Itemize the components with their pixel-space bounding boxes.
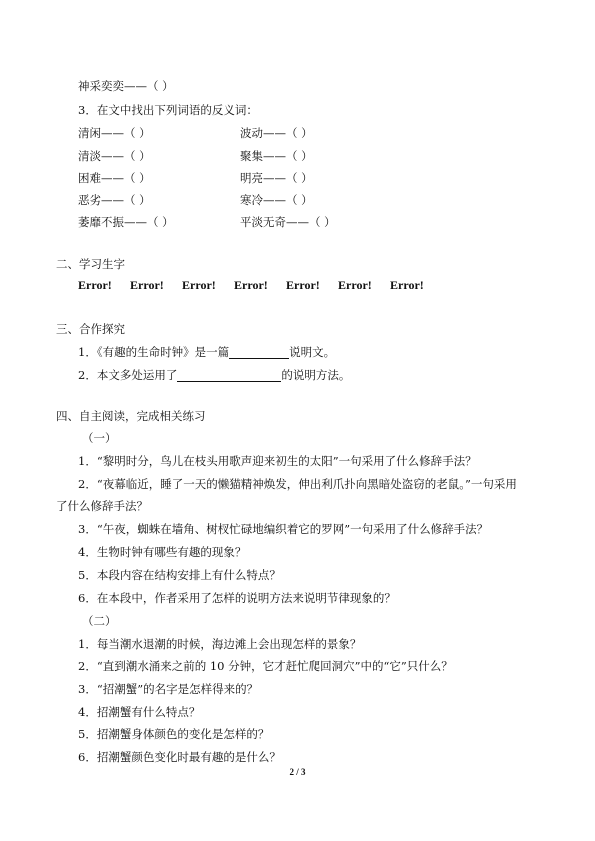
- part2-question: 3．“招潮蟹”的名字是怎样得来的？: [78, 682, 259, 696]
- error-text: Error!: [234, 278, 268, 292]
- section3-title: 三、合作探究: [56, 322, 125, 336]
- part1-label: （一）: [82, 431, 117, 445]
- section3-q1: [78, 345, 335, 359]
- q2-suffix: 的说明方法。: [281, 368, 351, 382]
- q2-prefix: 2．本文多处运用了: [78, 368, 178, 382]
- antonym-left: 恶劣——（ ）: [78, 193, 151, 207]
- error-text: Error!: [78, 278, 112, 292]
- part1-question: 4．生物时钟有哪些有趣的现象？: [78, 545, 247, 559]
- part1-question-continued: 了什么修辞手法？: [56, 499, 148, 513]
- antonym-right: 平淡无奇——（ ）: [240, 215, 336, 229]
- antonym-right: 寒冷——（ ）: [240, 193, 313, 207]
- part2-label: （二）: [82, 614, 117, 628]
- section2-title: 二、学习生字: [56, 257, 125, 271]
- part2-question: 6．招潮蟹颜色变化时最有趣的是什么？: [78, 750, 281, 764]
- antonym-left: 清闲——（ ）: [78, 126, 151, 140]
- q3-title: 3．在文中找出下列词语的反义词：: [78, 103, 258, 117]
- fill-blank[interactable]: [177, 369, 281, 382]
- error-text: Error!: [286, 278, 320, 292]
- section4-title: 四、自主阅读，完成相关练习: [56, 409, 206, 423]
- error-text: Error!: [338, 278, 372, 292]
- antonym-right: 聚集——（ ）: [240, 149, 313, 163]
- fill-blank[interactable]: [229, 346, 289, 359]
- part1-question: 5．本段内容在结构安排上有什么特点？: [78, 568, 281, 582]
- page-number: 2 / 3: [289, 767, 306, 777]
- antonym-right: 波动——（ ）: [240, 126, 313, 140]
- error-text: Error!: [130, 278, 164, 292]
- part1-question: 1．“黎明时分，鸟儿在枝头用歌声迎来初生的太阳”一句采用了什么修辞手法？: [78, 454, 477, 468]
- antonym-left: 困难——（ ）: [78, 171, 151, 185]
- antonym-left: 萎靡不振——（ ）: [78, 215, 174, 229]
- part2-question: 1．每当潮水退潮的时候，海边滩上会出现怎样的景象？: [78, 637, 362, 651]
- antonym-left: 清淡——（ ）: [78, 149, 151, 163]
- part1-question: 2．“夜幕临近，睡了一天的懒猫精神焕发，伸出利爪扑向黑暗处盗窃的老鼠。”一句采用: [78, 477, 517, 491]
- error-text: Error!: [390, 278, 424, 292]
- q1-prefix: 1．《有趣的生命时钟》是一篇: [78, 345, 230, 359]
- part1-question: 3．“午夜，蜘蛛在墙角、树杈忙碌地编织着它的罗网”一句采用了什么修辞手法？: [78, 522, 489, 536]
- part1-question: 6．在本段中，作者采用了怎样的说明方法来说明节律现象的？: [78, 591, 396, 605]
- part2-question: 2．“直到潮水涌来之前的 10 分钟，它才赶忙爬回洞穴”中的“它”只什么？: [78, 659, 453, 673]
- top-item: 神采奕奕——（ ）: [78, 79, 174, 93]
- error-text: Error!: [182, 278, 216, 292]
- section3-q2: [78, 368, 350, 382]
- part2-question: 5．招潮蟹身体颜色的变化是怎样的？: [78, 727, 270, 741]
- antonym-right: 明亮——（ ）: [240, 171, 313, 185]
- part2-question: 4．招潮蟹有什么特点？: [78, 705, 201, 719]
- q1-suffix: 说明文。: [289, 345, 336, 359]
